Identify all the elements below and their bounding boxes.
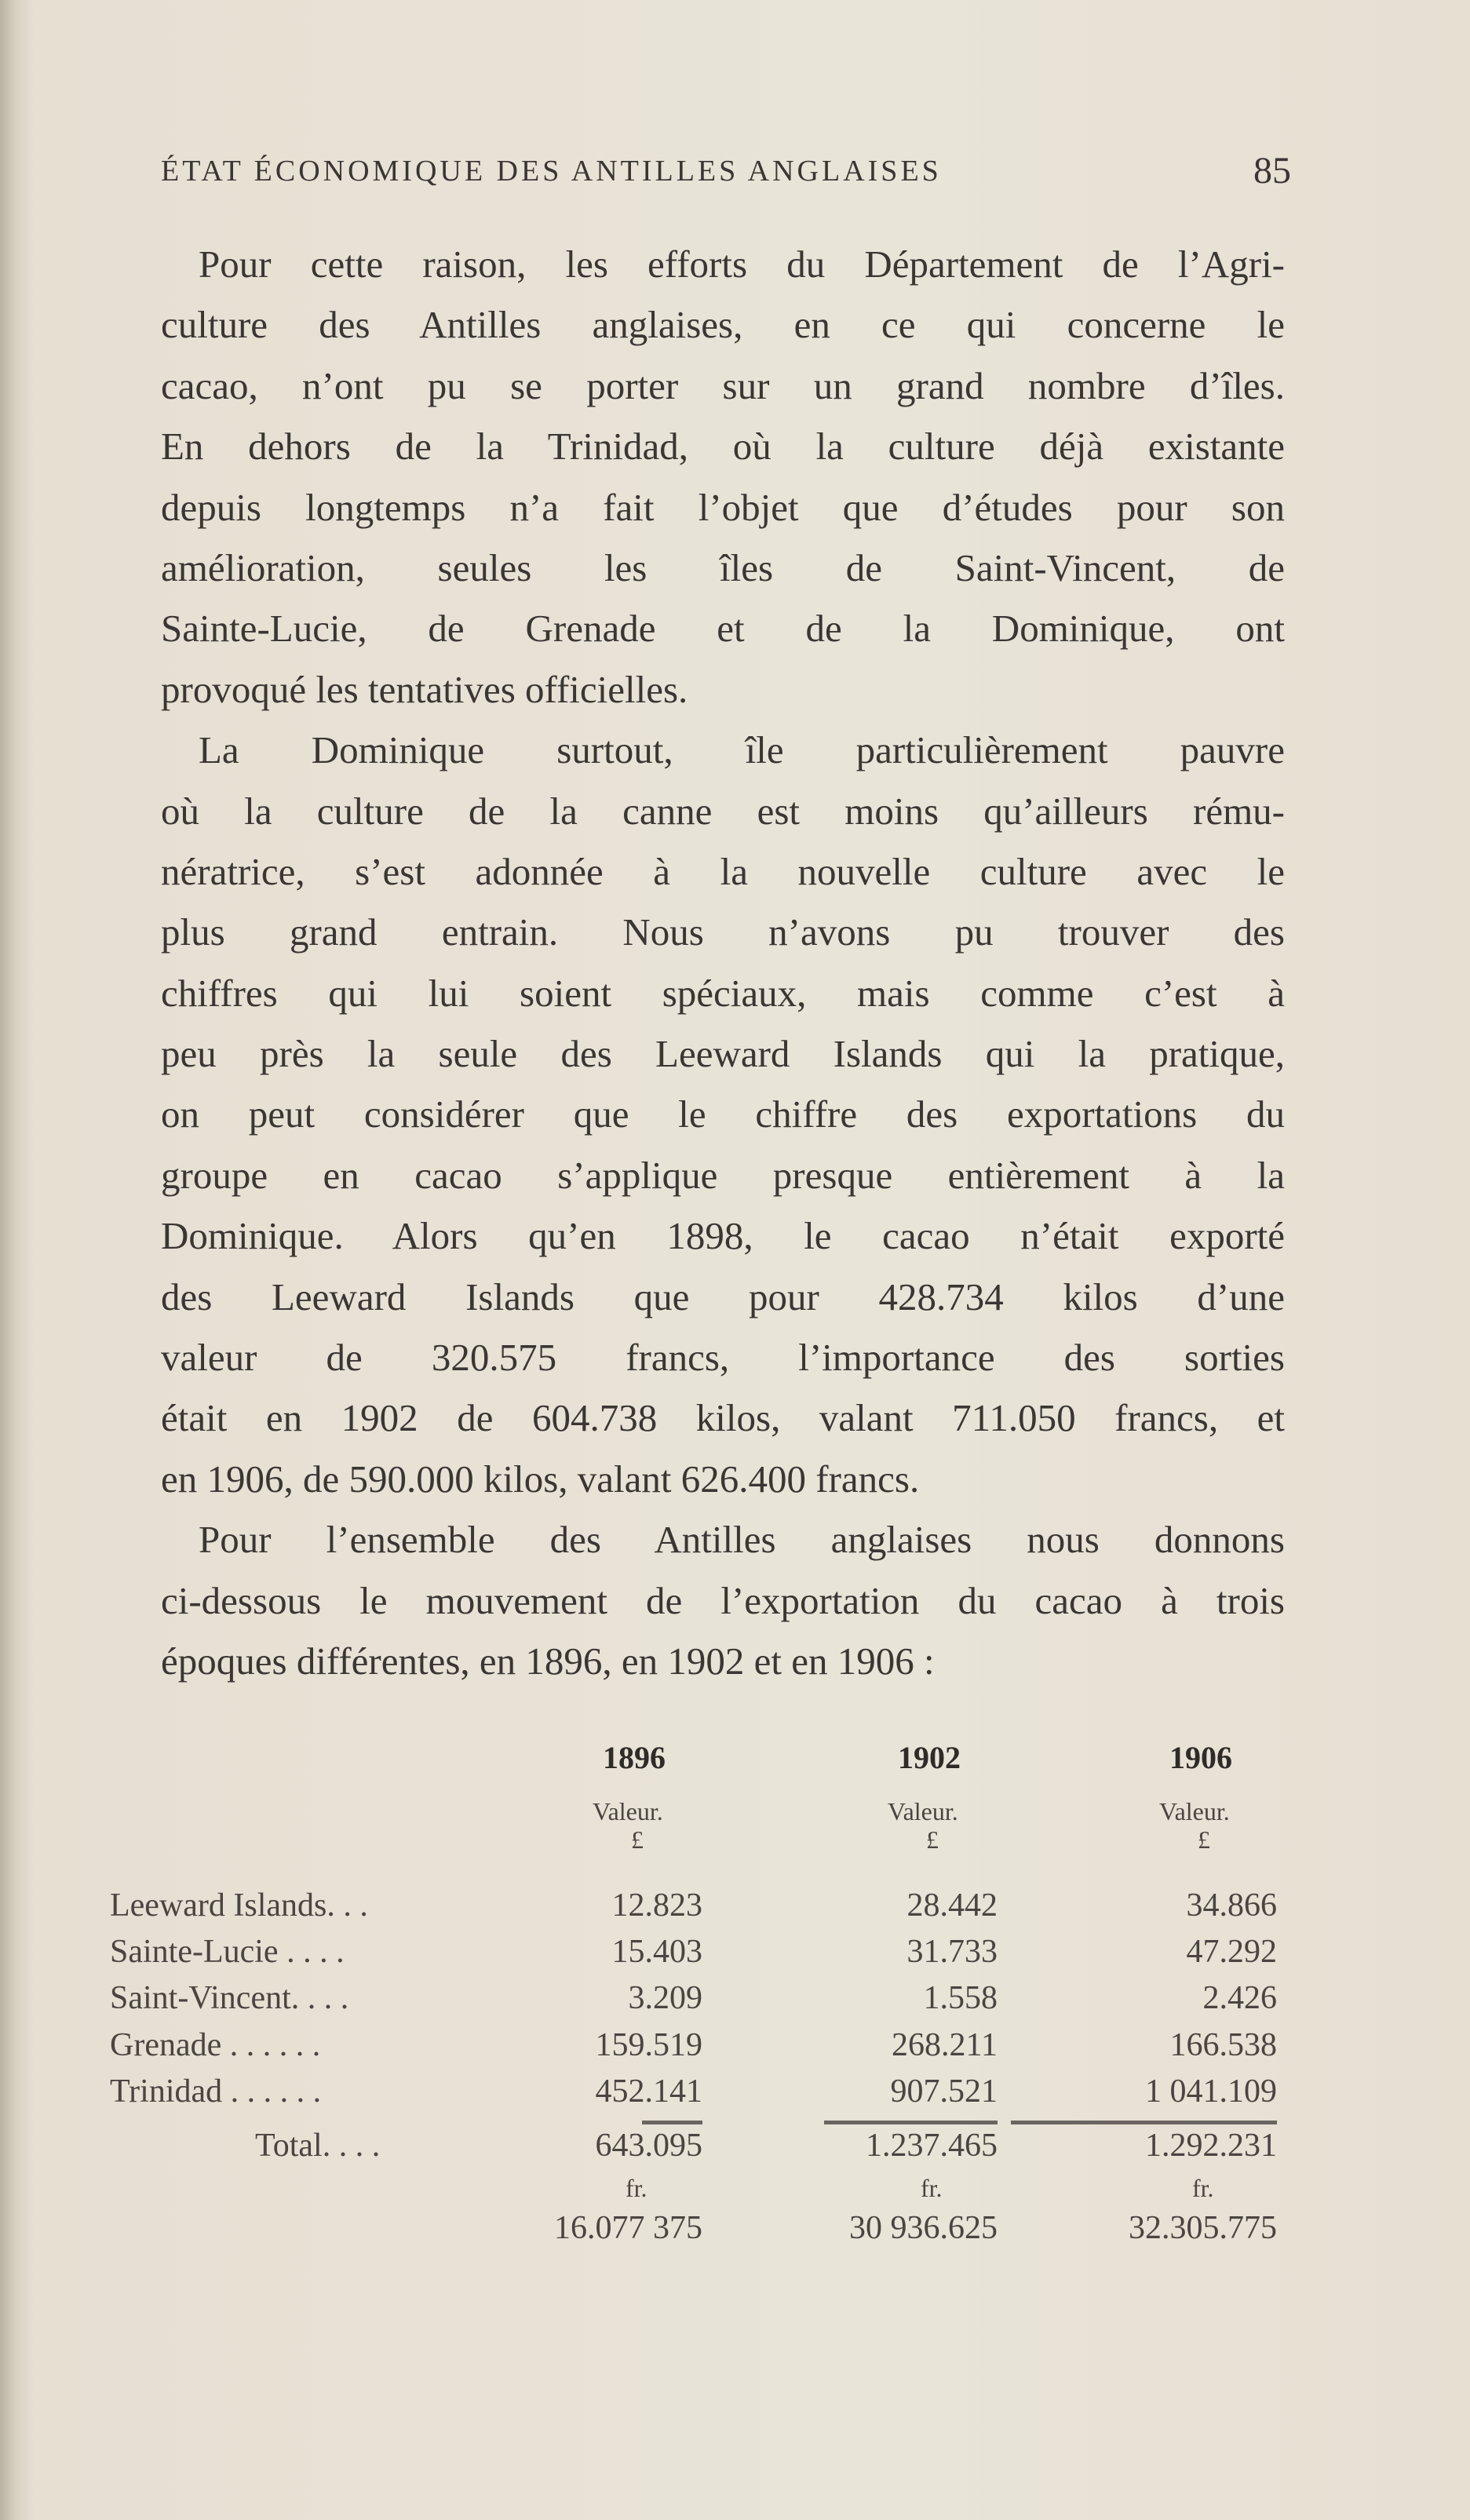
cell-value: 47.292 [1186,1934,1277,1970]
franc-value: 32.305.775 [1129,2210,1277,2246]
pound-unit: £ [1198,1825,1210,1854]
text-line: chiffres qui lui soient spéciaux, mais comme c’est à [161,971,1285,1015]
cell-value: 159.519 [595,2027,702,2063]
cell-value: 2.426 [1202,1980,1277,2016]
total-value: 643.095 [595,2128,702,2164]
row-label: Sainte-Lucie . . . . [110,1934,345,1970]
text-line: groupe en cacao s’applique presque entièrement à la [161,1153,1285,1197]
cell-value: 3.209 [628,1980,702,2016]
text-line: des Leeward Islands que pour 428.734 kilos d’une [161,1275,1285,1318]
text-line: culture des Antilles anglaises, en ce qui concerne le [161,303,1285,347]
row-label: Leeward Islands. . . [110,1887,368,1924]
text-line: Pour l’ensemble des Antilles anglaises nous donnons [199,1518,1285,1562]
row-label: Trinidad . . . . . . [110,2073,322,2110]
text-line: En dehors de la Trinidad, où la culture déjà existante [161,425,1285,469]
cell-value: 166.538 [1169,2027,1277,2063]
cell-value: 907.521 [890,2073,998,2110]
year-header: 1896 [603,1740,666,1775]
cell-value: 31.733 [906,1934,998,1970]
text-line: où la culture de la canne est moins qu’ailleurs rému- [161,789,1285,833]
cell-value: 15.403 [611,1934,702,1970]
total-value: 1.237.465 [866,2128,998,2164]
franc-value: 16.077 375 [554,2210,702,2246]
valeur-label: Valeur. [888,1797,958,1825]
text-line: époques différentes, en 1896, en 1902 et en 1906 : [161,1639,935,1683]
text-line: on peut considérer que le chiffre des exportations du [161,1092,1285,1136]
franc-unit: fr. [921,2174,943,2202]
total-rule [642,2121,702,2124]
text-line: Dominique. Alors qu’en 1898, le cacao n’était exporté [161,1214,1285,1258]
text-line: amélioration, seules les îles de Saint-Vincent, de [161,545,1285,589]
cell-value: 268.211 [892,2027,998,2063]
total-rule [824,2121,998,2124]
text-line: La Dominique surtout, île particulièrement pauvre [199,728,1285,772]
franc-unit: fr. [626,2174,647,2202]
pound-unit: £ [631,1825,644,1854]
cell-value: 1.558 [923,1980,998,2016]
franc-unit: fr. [1192,2174,1214,2202]
text-line: Pour cette raison, les efforts du Département de l’Agri- [199,243,1285,286]
text-line: Sainte-Lucie, de Grenade et de la Dominique, ont [161,607,1285,651]
year-header: 1906 [1169,1740,1232,1775]
cell-value: 452.141 [595,2073,702,2110]
text-line: plus grand entrain. Nous n’avons pu trouver des [161,910,1285,954]
total-rule [1011,2121,1277,2124]
text-line: valeur de 320.575 francs, l’importance des sorties [161,1336,1285,1380]
running-title: ÉTAT ÉCONOMIQUE DES ANTILLES ANGLAISES [161,155,942,188]
page-number: 85 [1253,150,1291,191]
row-label: Saint-Vincent. . . . [110,1980,349,2016]
cell-value: 12.823 [611,1887,702,1924]
text-line: en 1906, de 590.000 kilos, valant 626.400 francs. [161,1457,920,1501]
pound-unit: £ [926,1825,939,1854]
row-label: Grenade . . . . . . [110,2027,321,2063]
total-label: Total. . . . [255,2128,381,2164]
cell-value: 1 041.109 [1145,2073,1277,2110]
text-line: était en 1902 de 604.738 kilos, valant 711.050 francs, et [161,1396,1285,1440]
valeur-label: Valeur. [593,1797,663,1825]
text-line: depuis longtemps n’a fait l’objet que d’études pour son [161,485,1285,529]
text-line: ci-dessous le mouvement de l’exportation du cacao à trois [161,1578,1285,1622]
cell-value: 34.866 [1186,1887,1277,1924]
text-line: peu près la seule des Leeward Islands qui la pratique, [161,1032,1285,1076]
franc-value: 30 936.625 [849,2210,998,2246]
valeur-label: Valeur. [1159,1797,1230,1825]
total-value: 1.292.231 [1145,2128,1277,2164]
text-line: cacao, n’ont pu se porter sur un grand nombre d’îles. [161,363,1285,407]
year-header: 1902 [898,1740,961,1775]
cell-value: 28.442 [906,1887,998,1924]
text-line: nératrice, s’est adonnée à la nouvelle culture avec le [161,849,1285,893]
text-line: provoqué les tentatives officielles. [161,667,688,711]
